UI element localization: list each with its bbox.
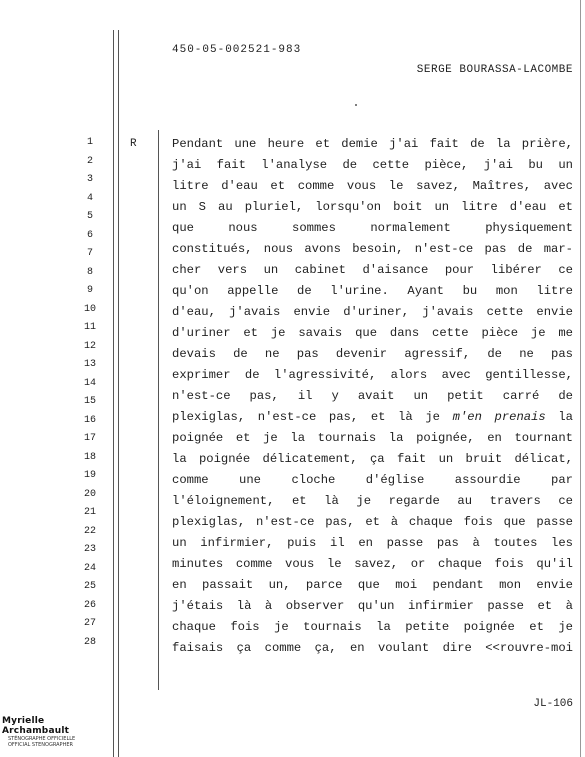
margin-line-inner — [118, 30, 119, 757]
transcript-line: que nous sommes normalement physiquement — [172, 221, 573, 235]
transcript-line: Pendant une heure et demie j'ai fait de la prière, — [172, 137, 573, 151]
stenographer-logo — [2, 716, 88, 748]
line-number: 17 — [83, 433, 96, 444]
transcript-line: constitués, nous avons besoin, n'est-ce pas de mar- — [172, 242, 573, 256]
transcript-line: l'éloignement, et là je regarde au travers ce — [172, 494, 573, 508]
text-column-line — [158, 130, 159, 690]
transcript-line: un S au pluriel, lorsqu'on boit un litre d'eau et — [172, 200, 573, 214]
line-number: 21 — [83, 507, 96, 518]
line-number: 2 — [86, 156, 93, 167]
line-number: 23 — [83, 544, 96, 555]
transcript-line: exprimer de l'agressivité, alors avec gentillesse, — [172, 368, 573, 382]
line-number: 25 — [83, 581, 96, 592]
line-number: 5 — [86, 211, 93, 222]
transcript-line: qu'on appelle de l'urine. Ayant bu mon litre — [172, 284, 573, 298]
line-text-tail: la — [545, 410, 573, 424]
transcript-line: minutes comme vous le savez, or chaque fois qu'il — [172, 557, 573, 571]
line-number: 10 — [83, 304, 96, 315]
line-number: 3 — [86, 174, 93, 185]
line-number: 16 — [83, 415, 96, 426]
transcript-line: devais de ne pas devenir agressif, de ne pas — [172, 347, 573, 361]
line-number: 9 — [86, 285, 93, 296]
line-number: 4 — [86, 193, 93, 204]
line-number: 28 — [83, 637, 96, 648]
transcript-line: la poignée délicatement, ça fait un bruit délicat, — [172, 452, 573, 466]
logo-subtitle-fr: STÉNOGRAPHE OFFICIELLE — [8, 736, 76, 742]
line-number: 12 — [83, 341, 96, 352]
logo-name: Myrielle Archambault — [2, 716, 70, 736]
line-number: 22 — [83, 526, 96, 537]
transcript-line: j'étais là à observer qu'un infirmier passe et à — [172, 599, 573, 613]
line-number: 18 — [83, 452, 96, 463]
transcript-line: cher vers un cabinet d'aisance pour libérer ce — [172, 263, 573, 277]
line-text: plexiglas, n'est-ce pas, et là je — [172, 410, 453, 424]
transcript-line: litre d'eau et comme vous le savez, Maîtres, avec — [172, 179, 573, 193]
case-number: 450-05-002521-983 — [172, 44, 302, 56]
line-number: 14 — [83, 378, 96, 389]
transcript-line: j'ai fait l'analyse de cette pièce, j'ai bu un — [172, 158, 573, 172]
line-number: 19 — [83, 470, 96, 481]
line-number: 8 — [86, 267, 93, 278]
line-number: 27 — [83, 618, 96, 629]
line-number: 7 — [86, 248, 93, 259]
margin-line-outer — [113, 30, 114, 757]
transcript-line: chaque fois je tournais la petite poignée et je — [172, 620, 573, 634]
logo-subtitle-en: OFFICIAL STENOGRAPHER — [8, 742, 73, 748]
transcript-line: d'uriner et je savais que dans cette pièce je me — [172, 326, 573, 340]
transcript-line: comme une cloche d'église assourdie par — [172, 473, 573, 487]
line-number: 20 — [83, 489, 96, 500]
speaker-label: R — [130, 138, 137, 150]
transcript-line: d'eau, j'avais envie d'uriner, j'avais cette envie — [172, 305, 573, 319]
line-number: 11 — [83, 322, 96, 333]
line-number: 15 — [83, 396, 96, 407]
line-number: 13 — [83, 359, 96, 370]
line-number: 6 — [86, 230, 93, 241]
line-number: 24 — [83, 563, 96, 574]
page-edge-line — [580, 0, 581, 757]
transcript-line: plexiglas, n'est-ce pas, et à chaque fois que passe — [172, 515, 573, 529]
witness-name: SERGE BOURASSA-LACOMBE — [416, 64, 573, 76]
stray-mark — [355, 104, 357, 106]
transcript-line: en passait un, parce que moi pendant mon envie — [172, 578, 573, 592]
line-number: 26 — [83, 600, 96, 611]
transcript-line: faisais ça comme ça, en voulant dire <<rouvre-moi — [172, 641, 573, 655]
italic-phrase: m'en prenais — [452, 410, 546, 424]
page-reference: JL-106 — [533, 698, 573, 710]
line-number: 1 — [86, 137, 93, 148]
transcript-line: poignée et je la tournais la poignée, en tournant — [172, 431, 573, 445]
transcript-line: n'est-ce pas, il y avait un petit carré de — [172, 389, 573, 403]
transcript-line: un infirmier, puis il en passe pas à toutes les — [172, 536, 573, 550]
transcript-line-with-italics — [172, 410, 573, 424]
